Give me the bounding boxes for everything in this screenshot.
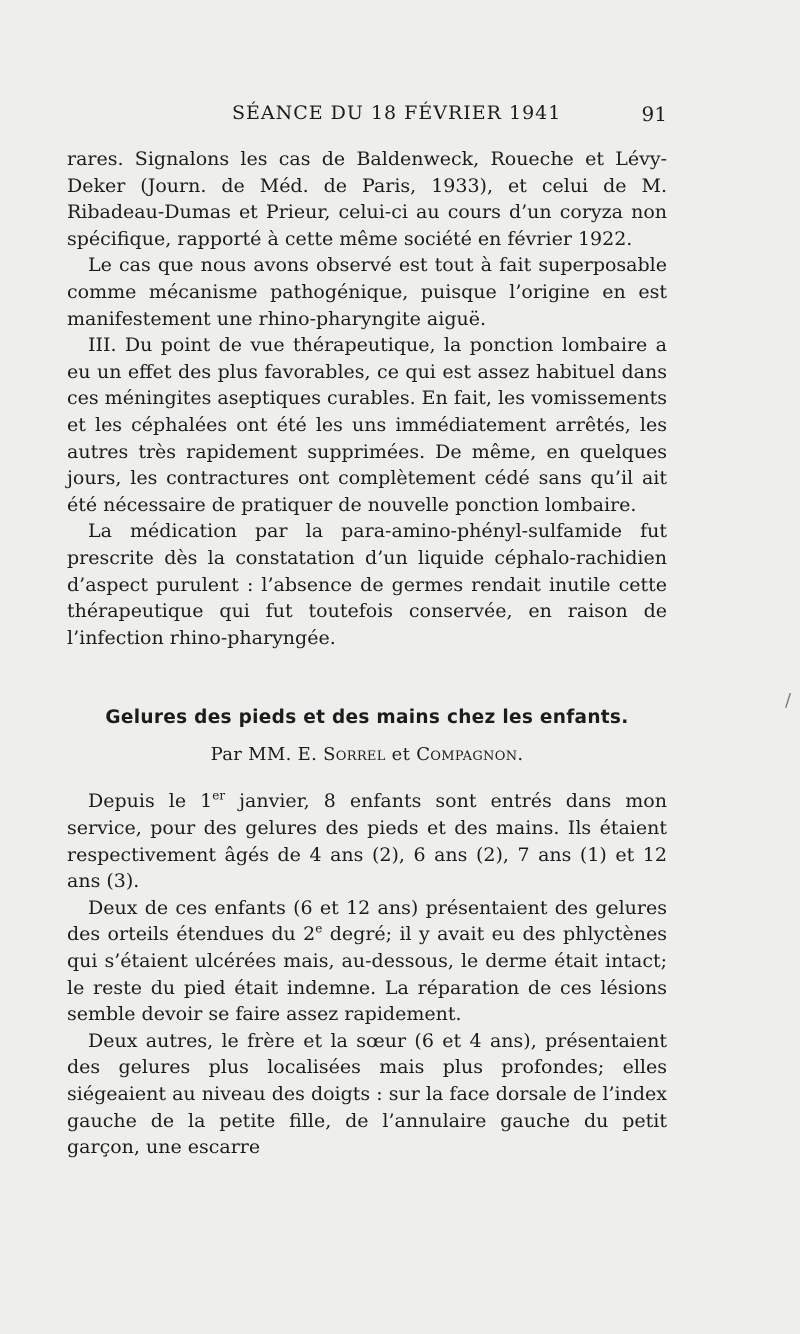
section-title: Gelures des pieds et des mains chez les enfants. (105, 707, 629, 729)
running-header (0, 102, 800, 132)
superscript: e (315, 922, 323, 937)
body-text (67, 146, 667, 1161)
byline (67, 742, 667, 769)
text-run: Deux de ces enfants (6 et 12 ans) présentaient des gelures des orteils étendues du 2 (67, 896, 667, 946)
paragraph (67, 788, 667, 894)
paragraph: III. Du point de vue thérapeutique, la ponction lombaire a eu un effet des plus favorables, ce qui est assez habituel dans ces méningites aseptiques curables. En fait, les vomissements et les céphalées ont été les uns immédiatement arrêtés, les autres très rapidement supprimées. De même, en quelques jours, les contractures ont complètement cédé sans qu’il ait été nécessaire de pratiquer de nouvelle ponction lombaire. (67, 334, 667, 516)
author-compagnon: Compagnon (416, 743, 518, 765)
paragraph-continuation: rares. Signalons les cas de Baldenweck, Roueche et Lévy-Deker (Journ. de Méd. de Paris, 1933), et celui de M. Ribadeau-Dumas et Prieur, celui-ci au cours d’un coryza non spécifique, rapporté à cette même société en février 1922. (67, 148, 667, 250)
text-run: janvier, 8 enfants sont entrés dans mon service, pour des gelures des pieds et des mains. Ils étaient respectivement âgés de 4 ans (2), 6 ans (2), 7 ans (1) et 12 ans (3). (67, 790, 667, 893)
paragraph: Deux autres, le frère et la sœur (6 et 4 ans), présentaient des gelures plus localisées mais plus profondes; elles siégeaient au niveau des doigts : sur la face dorsale de l’index gauche de la petite fille, de l’annulaire gauche du petit garçon, une escarre (67, 1029, 667, 1159)
author-sorrel: Sorrel (323, 743, 386, 765)
text-run: Depuis le 1 (88, 790, 213, 813)
page-number: 91 (641, 102, 667, 126)
paragraph: Le cas que nous avons observé est tout à fait superposable comme mécanisme pathogénique, puisque l’origine en est manifestement une rhino-pharyngite aiguë. (67, 254, 667, 330)
margin-mark: / (785, 690, 792, 711)
paragraph: La médication par la para-amino-phényl-sulfamide fut prescrite dès la constatation d’un liquide céphalo-rachidien d’aspect purulent : l’absence de germes rendait inutile cette thérapeutique qui fut toutefois conservée, en raison de l’infection rhino-pharyngée. (67, 520, 667, 649)
paragraph (67, 895, 667, 1028)
byline-mid: et (385, 743, 417, 765)
byline-prefix: Par MM. E. (210, 743, 324, 765)
running-title: SÉANCE DU 18 FÉVRIER 1941 (232, 102, 562, 124)
text-run: degré; il y avait eu des phlyctènes qui s’étaient ulcérées mais, au-dessous, le derme était intact; le reste du pied était indemne. La réparation de ces lésions semble devoir se faire assez rapidement. (67, 923, 667, 1026)
superscript: er (212, 789, 226, 804)
byline-end: . (517, 743, 524, 765)
